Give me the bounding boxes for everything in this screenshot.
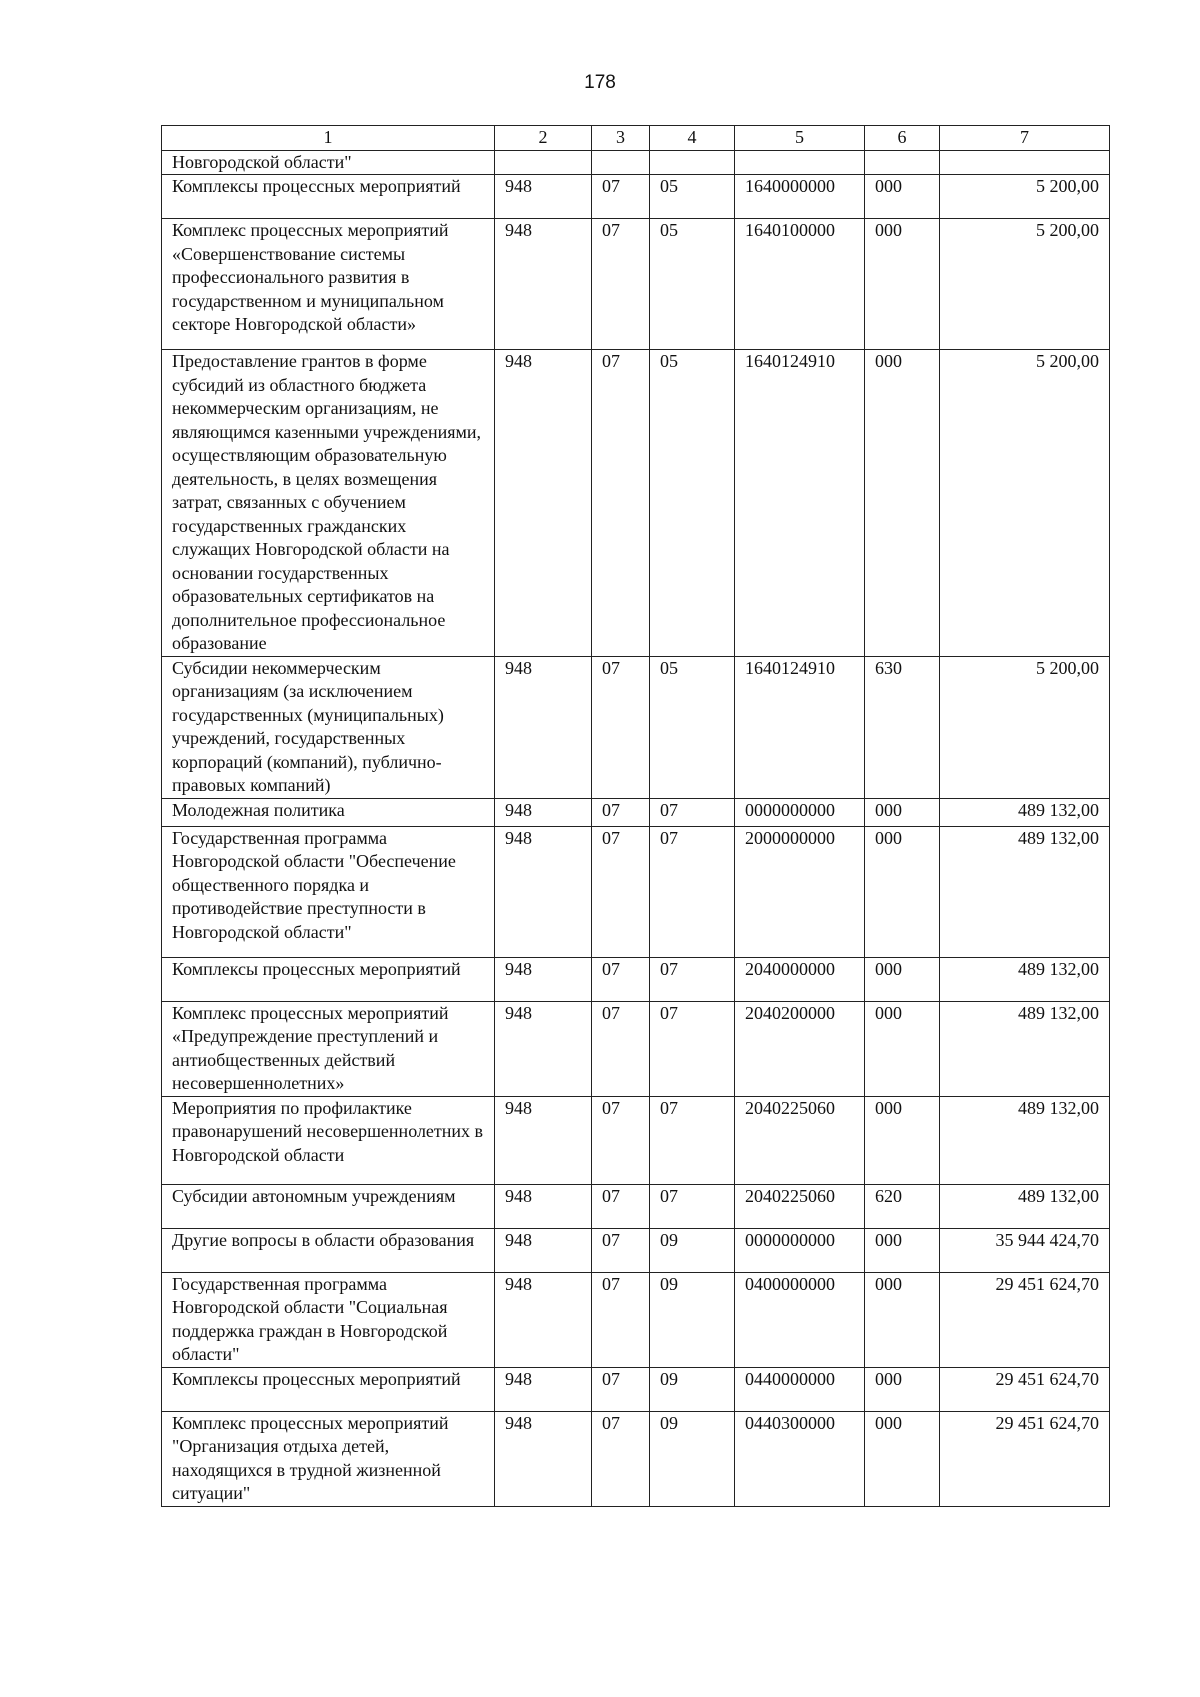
expense-type-cell: 000 <box>865 350 940 657</box>
row-name-cell: Субсидии некоммерческим организациям (за исключением государственных (муниципальных) учреждений, государственных корпораций (компаний), публично-правовых компаний) <box>162 656 495 798</box>
admin-code-cell: 948 <box>495 957 592 1001</box>
amount-cell <box>940 150 1110 175</box>
target-article-cell: 2040000000 <box>735 957 865 1001</box>
amount-cell: 489 132,00 <box>940 798 1110 826</box>
table-row <box>162 1096 1110 1184</box>
expense-type-cell: 000 <box>865 1367 940 1411</box>
target-article-cell: 2040200000 <box>735 1001 865 1096</box>
amount-cell: 35 944 424,70 <box>940 1228 1110 1272</box>
table-row <box>162 1272 1110 1367</box>
amount-cell: 29 451 624,70 <box>940 1367 1110 1411</box>
expense-type-cell <box>865 150 940 175</box>
amount-cell: 29 451 624,70 <box>940 1272 1110 1367</box>
column-header: 5 <box>735 126 865 151</box>
amount-cell: 5 200,00 <box>940 350 1110 657</box>
target-article-cell: 0440000000 <box>735 1367 865 1411</box>
amount-cell: 489 132,00 <box>940 1096 1110 1184</box>
table-row <box>162 656 1110 798</box>
subsection-cell: 09 <box>650 1367 735 1411</box>
section-cell: 07 <box>592 1228 650 1272</box>
target-article-cell: 1640000000 <box>735 175 865 219</box>
admin-code-cell: 948 <box>495 350 592 657</box>
row-name-cell: Комплекс процессных мероприятий «Совершенствование системы профессионального развития в государственном и муниципальном секторе Новгородской области» <box>162 219 495 350</box>
expense-type-cell: 620 <box>865 1184 940 1228</box>
subsection-cell: 07 <box>650 1001 735 1096</box>
subsection-cell: 05 <box>650 656 735 798</box>
table-row <box>162 1228 1110 1272</box>
amount-cell: 5 200,00 <box>940 219 1110 350</box>
admin-code-cell: 948 <box>495 1096 592 1184</box>
section-cell: 07 <box>592 656 650 798</box>
section-cell: 07 <box>592 1367 650 1411</box>
admin-code-cell: 948 <box>495 1001 592 1096</box>
row-name-cell: Молодежная политика <box>162 798 495 826</box>
table-row <box>162 1001 1110 1096</box>
expense-type-cell: 000 <box>865 1096 940 1184</box>
section-cell: 07 <box>592 1096 650 1184</box>
section-cell: 07 <box>592 350 650 657</box>
subsection-cell: 05 <box>650 175 735 219</box>
amount-cell: 29 451 624,70 <box>940 1411 1110 1506</box>
subsection-cell: 09 <box>650 1411 735 1506</box>
column-header: 2 <box>495 126 592 151</box>
expense-type-cell: 000 <box>865 1272 940 1367</box>
subsection-cell: 07 <box>650 957 735 1001</box>
table-row <box>162 219 1110 350</box>
target-article-cell: 0000000000 <box>735 1228 865 1272</box>
target-article-cell: 1640100000 <box>735 219 865 350</box>
target-article-cell <box>735 150 865 175</box>
expense-type-cell: 000 <box>865 175 940 219</box>
row-name-cell: Государственная программа Новгородской области "Социальная поддержка граждан в Новгородской области" <box>162 1272 495 1367</box>
row-name-cell: Предоставление грантов в форме субсидий из областного бюджета некоммерческим организациям, не являющимся казенными учреждениями, осуществляющим образовательную деятельность, в целях возмещения затрат, связанных с обучением государственных гражданских служащих Новгородской области на основании государственных образовательных сертификатов на дополнительное профессиональное образование <box>162 350 495 657</box>
row-name-cell: Другие вопросы в области образования <box>162 1228 495 1272</box>
section-cell: 07 <box>592 1272 650 1367</box>
budget-table <box>161 125 1110 1507</box>
section-cell: 07 <box>592 219 650 350</box>
column-header: 7 <box>940 126 1110 151</box>
target-article-cell: 2040225060 <box>735 1096 865 1184</box>
table-row <box>162 1367 1110 1411</box>
table-row <box>162 175 1110 219</box>
row-name-cell: Комплексы процессных мероприятий <box>162 1367 495 1411</box>
amount-cell: 489 132,00 <box>940 1001 1110 1096</box>
section-cell: 07 <box>592 175 650 219</box>
target-article-cell: 2040225060 <box>735 1184 865 1228</box>
row-name-cell: Мероприятия по профилактике правонарушений несовершеннолетних в Новгородской области <box>162 1096 495 1184</box>
admin-code-cell: 948 <box>495 1228 592 1272</box>
expense-type-cell: 000 <box>865 1411 940 1506</box>
subsection-cell <box>650 150 735 175</box>
section-cell <box>592 150 650 175</box>
row-name-cell: Государственная программа Новгородской области "Обеспечение общественного порядка и противодействие преступности в Новгородской области" <box>162 826 495 957</box>
section-cell: 07 <box>592 1001 650 1096</box>
table-row <box>162 350 1110 657</box>
expense-type-cell: 000 <box>865 957 940 1001</box>
amount-cell: 489 132,00 <box>940 957 1110 1001</box>
column-header: 6 <box>865 126 940 151</box>
admin-code-cell: 948 <box>495 826 592 957</box>
admin-code-cell: 948 <box>495 219 592 350</box>
admin-code-cell: 948 <box>495 1272 592 1367</box>
subsection-cell: 07 <box>650 798 735 826</box>
expense-type-cell: 000 <box>865 219 940 350</box>
expense-type-cell: 630 <box>865 656 940 798</box>
table-row <box>162 1411 1110 1506</box>
row-name-cell: Новгородской области" <box>162 150 495 175</box>
admin-code-cell: 948 <box>495 1184 592 1228</box>
subsection-cell: 09 <box>650 1272 735 1367</box>
row-name-cell: Комплекс процессных мероприятий «Предупреждение преступлений и антиобщественных действий несовершеннолетних» <box>162 1001 495 1096</box>
subsection-cell: 07 <box>650 826 735 957</box>
page-number: 178 <box>584 72 616 93</box>
admin-code-cell <box>495 150 592 175</box>
amount-cell: 5 200,00 <box>940 175 1110 219</box>
row-name-cell: Комплексы процессных мероприятий <box>162 957 495 1001</box>
column-header: 3 <box>592 126 650 151</box>
section-cell: 07 <box>592 1184 650 1228</box>
admin-code-cell: 948 <box>495 1411 592 1506</box>
column-header: 4 <box>650 126 735 151</box>
section-cell: 07 <box>592 957 650 1001</box>
expense-type-cell: 000 <box>865 1228 940 1272</box>
section-cell: 07 <box>592 826 650 957</box>
target-article-cell: 0000000000 <box>735 798 865 826</box>
row-name-cell: Субсидии автономным учреждениям <box>162 1184 495 1228</box>
subsection-cell: 05 <box>650 219 735 350</box>
expense-type-cell: 000 <box>865 1001 940 1096</box>
section-cell: 07 <box>592 798 650 826</box>
target-article-cell: 0400000000 <box>735 1272 865 1367</box>
amount-cell: 5 200,00 <box>940 656 1110 798</box>
expense-type-cell: 000 <box>865 826 940 957</box>
row-name-cell: Комплексы процессных мероприятий <box>162 175 495 219</box>
admin-code-cell: 948 <box>495 1367 592 1411</box>
table-row <box>162 798 1110 826</box>
subsection-cell: 07 <box>650 1096 735 1184</box>
amount-cell: 489 132,00 <box>940 826 1110 957</box>
target-article-cell: 2000000000 <box>735 826 865 957</box>
admin-code-cell: 948 <box>495 175 592 219</box>
target-article-cell: 1640124910 <box>735 656 865 798</box>
row-name-cell: Комплекс процессных мероприятий "Организация отдыха детей, находящихся в трудной жизненной ситуации" <box>162 1411 495 1506</box>
admin-code-cell: 948 <box>495 656 592 798</box>
table-row <box>162 957 1110 1001</box>
amount-cell: 489 132,00 <box>940 1184 1110 1228</box>
table-body <box>162 126 1110 1507</box>
table-row <box>162 1184 1110 1228</box>
target-article-cell: 0440300000 <box>735 1411 865 1506</box>
subsection-cell: 09 <box>650 1228 735 1272</box>
table-header-row <box>162 126 1110 151</box>
section-cell: 07 <box>592 1411 650 1506</box>
target-article-cell: 1640124910 <box>735 350 865 657</box>
column-header: 1 <box>162 126 495 151</box>
subsection-cell: 07 <box>650 1184 735 1228</box>
admin-code-cell: 948 <box>495 798 592 826</box>
subsection-cell: 05 <box>650 350 735 657</box>
expense-type-cell: 000 <box>865 798 940 826</box>
table-row <box>162 826 1110 957</box>
table-row <box>162 150 1110 175</box>
